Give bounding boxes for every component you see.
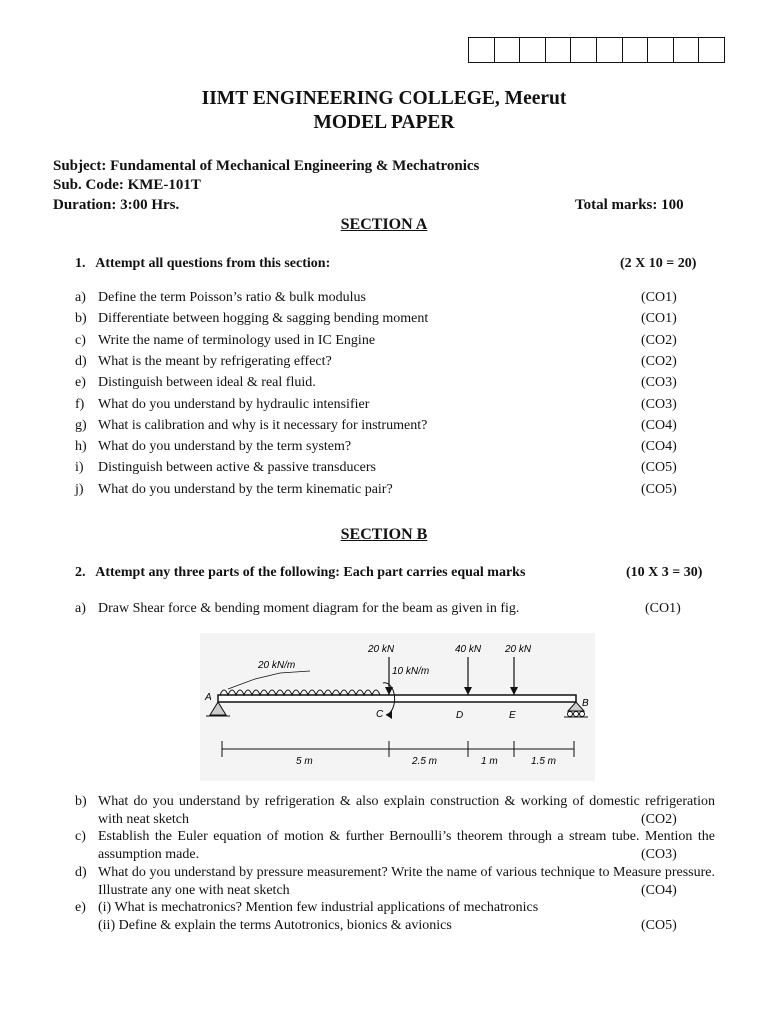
section-a-marks: (2 X 10 = 20) xyxy=(620,256,697,271)
section-b-title: SECTION B xyxy=(340,526,428,543)
course-outcome: (CO4) xyxy=(641,439,677,455)
question-2b xyxy=(75,793,715,829)
point-label: C xyxy=(376,709,384,720)
span-label: 2.5 m xyxy=(412,756,438,767)
load-label: 20 kN/m xyxy=(258,660,296,671)
question-letter: i) xyxy=(75,460,84,476)
question-letter: c) xyxy=(75,829,86,844)
load-label: 20 kN xyxy=(368,644,395,655)
course-outcome: (CO3) xyxy=(641,375,677,391)
beam-diagram xyxy=(200,633,595,781)
question-text: Differentiate between hogging & sagging bending moment xyxy=(98,311,429,327)
subject-code: Sub. Code: KME-101T xyxy=(53,177,201,193)
question-letter: d) xyxy=(75,353,87,369)
load-label: 20 kN xyxy=(505,644,532,655)
question-letter: h) xyxy=(75,439,87,455)
question-letter: c) xyxy=(75,332,86,348)
college-name: IIMT ENGINEERING COLLEGE, Meerut xyxy=(201,88,567,109)
question-letter: b) xyxy=(75,794,87,809)
course-outcome: (CO1) xyxy=(641,311,677,327)
section-a-instruction: 1. Attempt all questions from this section: xyxy=(75,256,331,271)
point-label: A xyxy=(205,692,212,703)
question-text: What do you understand by the term system? xyxy=(98,439,352,455)
question-text: What do you understand by pressure measurement? Write the name of various technique to Measure pressure. Illustrate any one with neat sketch xyxy=(98,865,715,898)
course-outcome: (CO5) xyxy=(641,481,677,497)
section-b-instruction: 2. Attempt any three parts of the following: Each part carries equal marks xyxy=(75,565,526,580)
paper-title: MODEL PAPER xyxy=(313,112,455,133)
question-letter: f) xyxy=(75,396,85,412)
question-text: What do you understand by the term kinematic pair? xyxy=(98,481,393,497)
question-text: What do you understand by refrigeration & also explain construction & working of domestic refrigeration with neat sketch xyxy=(98,794,715,827)
question-letter: j) xyxy=(75,481,84,497)
load-label: 10 kN/m xyxy=(392,666,430,677)
question-letter: a) xyxy=(75,601,86,616)
question-letter: d) xyxy=(75,865,87,880)
question-2d xyxy=(75,864,715,900)
course-outcome: (CO4) xyxy=(641,882,677,898)
question-2e xyxy=(75,899,715,935)
question-letter: b) xyxy=(75,311,87,327)
total-marks: Total marks: 100 xyxy=(575,197,684,213)
beam xyxy=(218,695,576,702)
course-outcome: (CO5) xyxy=(641,917,677,933)
question-text: Define the term Poisson’s ratio & bulk modulus xyxy=(98,290,366,305)
question-letter: e) xyxy=(75,375,86,391)
span-label: 1.5 m xyxy=(531,756,557,767)
roller xyxy=(580,712,585,717)
course-outcome: (CO2) xyxy=(641,811,677,827)
question-text: What is calibration and why is it necessary for instrument? xyxy=(98,417,428,433)
question-text: What is the meant by refrigerating effect? xyxy=(98,353,332,369)
course-outcome: (CO5) xyxy=(641,460,677,476)
question-text: Establish the Euler equation of motion & further Bernoulli’s theorem through a stream tube. Mention the assumption made. xyxy=(98,829,715,862)
roller xyxy=(568,712,573,717)
question-text: Distinguish between ideal & real fluid. xyxy=(98,375,316,391)
point-label: D xyxy=(456,710,464,721)
roll-number-boxes xyxy=(468,37,725,63)
roller xyxy=(574,712,579,717)
course-outcome: (CO3) xyxy=(641,846,677,862)
duration: Duration: 3:00 Hrs. xyxy=(53,197,180,213)
question-letter: e) xyxy=(75,900,86,915)
question-2c xyxy=(75,828,715,864)
question-text: Draw Shear force & bending moment diagram for the beam as given in fig. xyxy=(98,601,520,616)
course-outcome: (CO4) xyxy=(641,417,677,433)
course-outcome: (CO2) xyxy=(641,332,677,348)
course-outcome: (CO3) xyxy=(641,396,677,412)
course-outcome: (CO1) xyxy=(641,290,677,305)
span-label: 1 m xyxy=(481,756,498,767)
span-label: 5 m xyxy=(296,756,313,767)
course-outcome: (CO2) xyxy=(641,353,677,369)
question-text-line1: (i) What is mechatronics? Mention few industrial applications of mechatronics xyxy=(98,900,539,915)
section-b-marks: (10 X 3 = 30) xyxy=(626,565,703,580)
question-text: Distinguish between active & passive transducers xyxy=(98,460,376,476)
point-label: E xyxy=(509,710,516,721)
course-outcome: (CO1) xyxy=(645,601,681,616)
question-text: Write the name of terminology used in IC Engine xyxy=(98,332,376,348)
question-text-line2: (ii) Define & explain the terms Autotronics, bionics & avionics xyxy=(98,917,452,933)
question-letter: a) xyxy=(75,290,86,305)
subject-line: Subject: Fundamental of Mechanical Engineering & Mechatronics xyxy=(53,158,480,174)
question-letter: g) xyxy=(75,417,87,433)
section-a-title: SECTION A xyxy=(340,216,428,233)
load-label: 40 kN xyxy=(455,644,482,655)
question-text: What do you understand by hydraulic intensifier xyxy=(98,396,370,412)
point-label: B xyxy=(582,698,589,709)
